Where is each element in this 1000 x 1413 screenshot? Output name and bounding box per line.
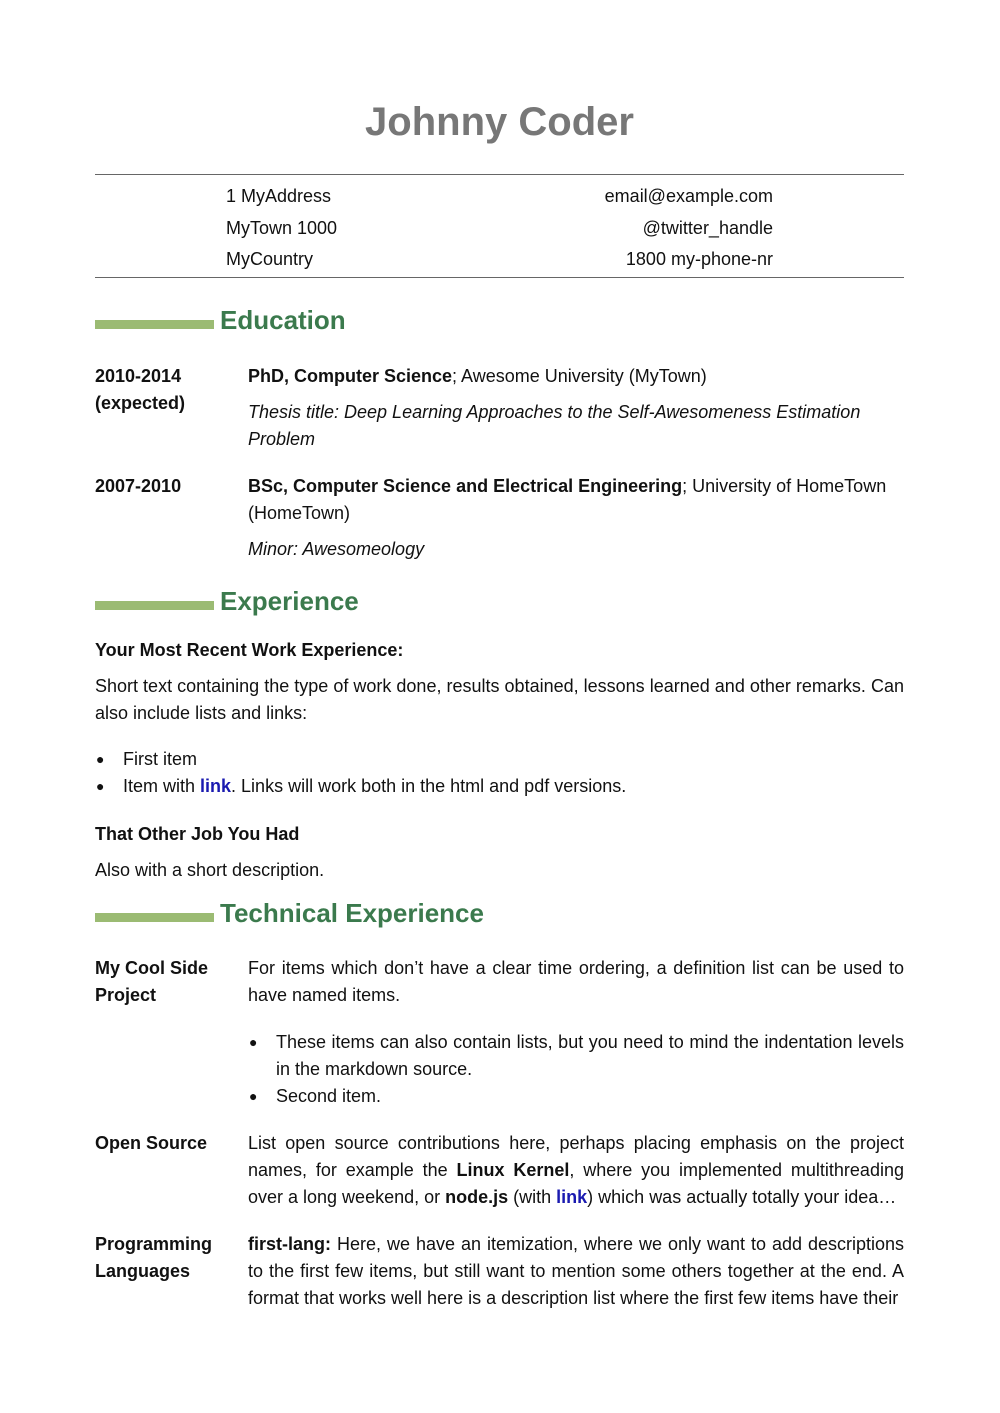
job-title: That Other Job You Had — [95, 824, 300, 844]
list-item: ● Second item. — [248, 1083, 904, 1110]
address-line: MyTown 1000 — [226, 217, 338, 238]
language-name: first-lang: — [248, 1234, 331, 1254]
education-details — [248, 473, 904, 563]
degree-title: BSc, Computer Science and Electrical Engineering — [248, 476, 683, 496]
section-bar — [95, 320, 214, 329]
address-line: 1 MyAddress — [226, 186, 332, 206]
tech-label: Programming Languages — [95, 1234, 213, 1281]
tech-bullet-list — [248, 1029, 904, 1110]
job-description: Also with a short description. — [95, 860, 325, 880]
list-item: ● Item with link. Links will work both in the html and pdf versions. — [95, 773, 904, 800]
technical-title: Technical Experience — [220, 898, 484, 928]
contact-block — [95, 174, 904, 278]
job-title: Your Most Recent Work Experience: — [95, 640, 404, 660]
tech-label: My Cool Side Project — [95, 958, 209, 1005]
tech-description: For items which don’t have a clear time ordering, a definition list can be used to have named items. — [248, 958, 904, 1005]
job-recent — [95, 637, 904, 800]
education-date: 2007-2010 — [95, 476, 182, 496]
institution: ; University of HomeTown (HomeTown) — [248, 476, 887, 523]
tech-details — [248, 955, 904, 1110]
tech-details: first-lang: Here, we have an itemization, where we only want to add descriptions to the first few items, but still want to mention some others together at the end. A format that works well here is a description list where the first few items have their — [248, 1234, 904, 1308]
bullet-icon: ● — [249, 1088, 258, 1104]
degree-title: PhD, Computer Science — [248, 366, 453, 386]
list-item: ● These items can also contain lists, but you need to mind the indentation levels in the markdown source. — [248, 1029, 904, 1083]
project-name: Linux Kernel — [456, 1160, 570, 1180]
job-other — [95, 821, 904, 884]
resume-name: Johnny Coder — [365, 100, 634, 144]
item-link[interactable]: link — [200, 776, 232, 796]
education-details — [248, 363, 904, 453]
address-block — [226, 181, 337, 276]
list-item: ● First item — [95, 746, 904, 773]
section-bar — [95, 601, 214, 610]
twitter-text: @twitter_handle — [642, 217, 773, 238]
education-title: Education — [220, 305, 346, 335]
address-line: MyCountry — [226, 249, 314, 269]
job-description: Short text containing the type of work done, results obtained, lessons learned and other remarks. Can also include lists and links: — [95, 676, 904, 723]
tech-label: Open Source — [95, 1133, 208, 1153]
institution: ; Awesome University (MyTown) — [452, 366, 707, 386]
email-text: email@example.com — [604, 186, 773, 206]
bullet-icon: ● — [96, 751, 105, 767]
minor-text: Minor: Awesomeology — [248, 539, 425, 559]
project-link[interactable]: link — [556, 1187, 588, 1207]
bullet-icon: ● — [249, 1034, 258, 1050]
thesis-title: Thesis title: Deep Learning Approaches to the Self-Awesomeness Estimation Problem — [248, 402, 861, 449]
contact-info-block — [605, 181, 773, 276]
bullet-icon: ● — [96, 778, 105, 794]
project-name: node.js — [445, 1187, 509, 1207]
education-date: 2010-2014 (expected) — [95, 366, 186, 413]
section-bar — [95, 913, 214, 922]
job-bullet-list — [95, 746, 904, 800]
experience-title: Experience — [220, 586, 359, 616]
phone-text: 1800 my-phone-nr — [625, 249, 773, 269]
tech-details: List open source contributions here, perhaps placing emphasis on the project names, for example the Linux Kernel, where you implemented multithreading over a long weekend, or node.js (with link) which was actually totally your idea… — [248, 1133, 904, 1207]
